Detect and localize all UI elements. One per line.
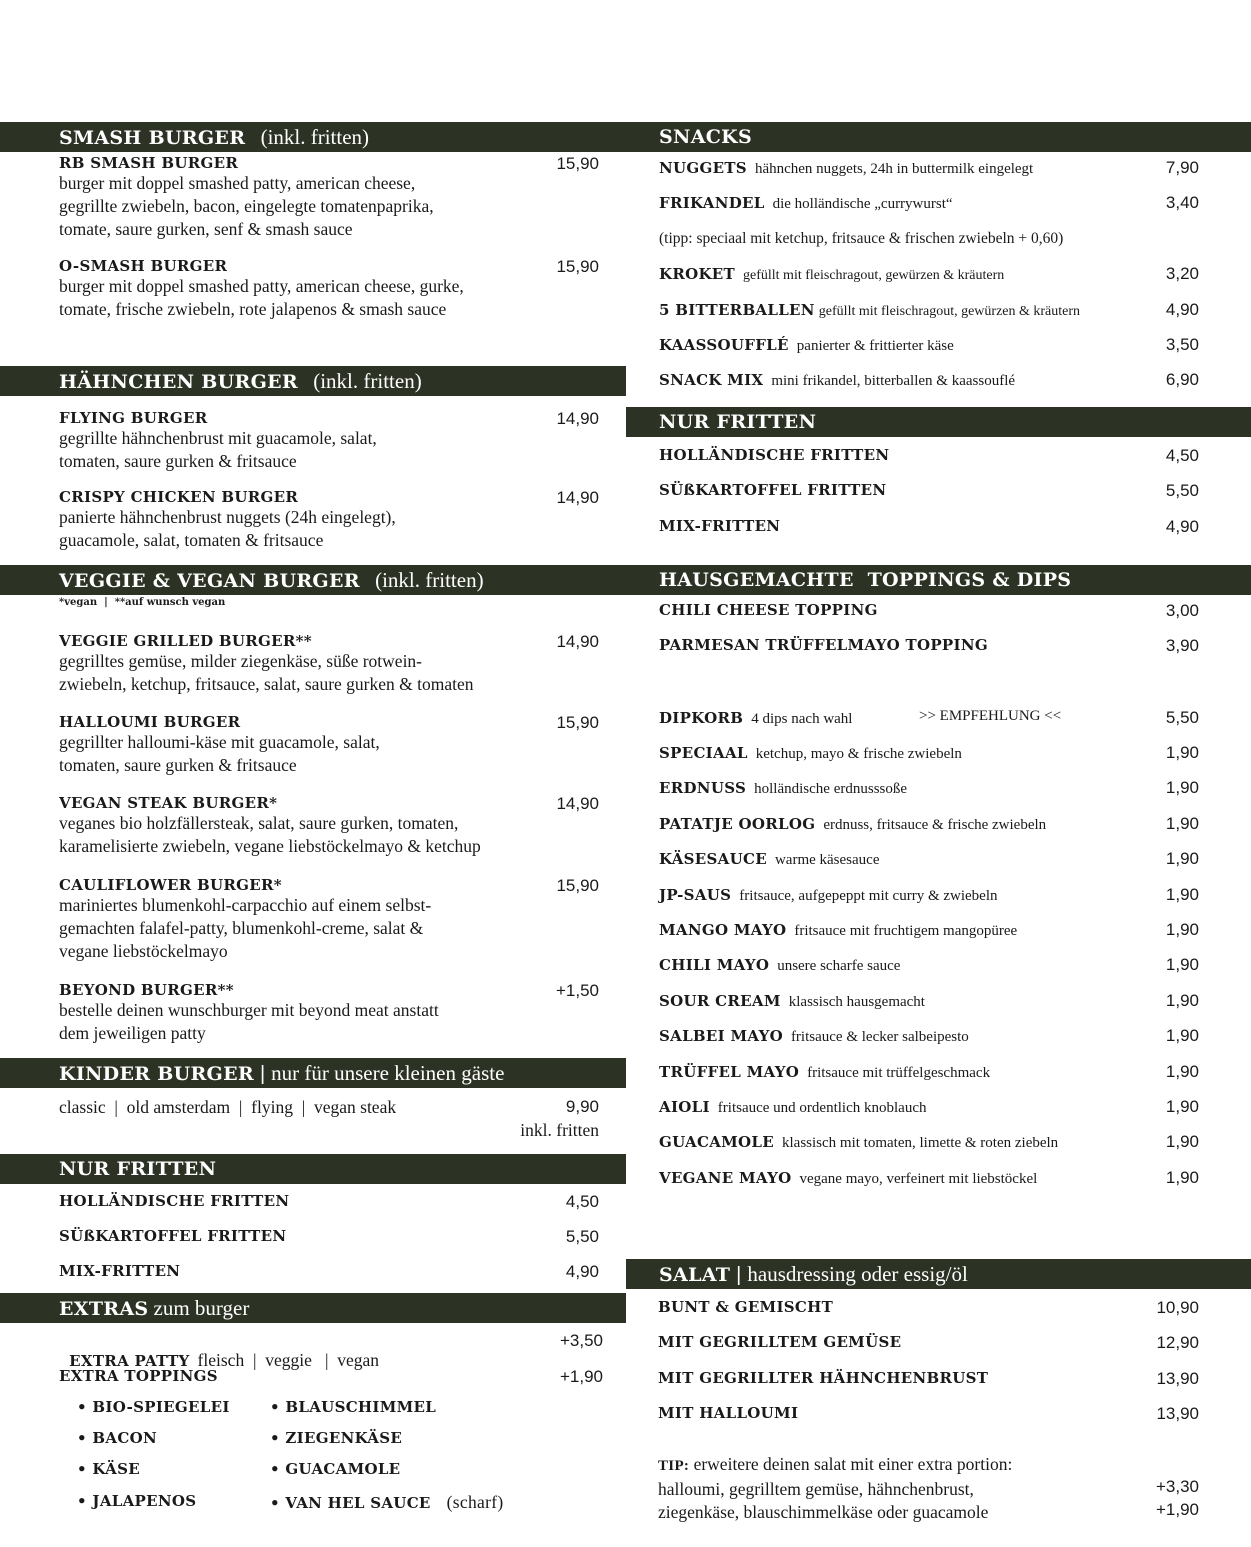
item-name: RB SMASH BURGER [59,154,239,172]
item-desc: gegrillte zwiebeln, bacon, eingelegte tomatenpaprika, [59,196,434,216]
item-desc: hähnchen nuggets, 24h in buttermilk eingelegt [754,161,1034,177]
item-price: 12,90 [1156,1333,1199,1352]
extra-patty-row [59,1331,379,1371]
dip-row [659,1132,1058,1152]
section-header-fritten-left [0,1154,626,1184]
item-price: 14,90 [556,632,599,651]
item-price: 6,90 [1165,370,1199,389]
item-desc: vegane mayo, verfeinert mit liebstöckel [799,1171,1038,1187]
item-price: +1,90 [559,1367,603,1386]
item-desc: gegrillte hähnchenbrust mit guacamole, salat, [59,428,377,448]
snack-row [659,300,1080,320]
item-price: 1,90 [1165,1168,1199,1187]
topping-name: BACON [92,1429,157,1447]
section-title: KINDER BURGER [59,1063,254,1085]
item-desc: tomate, saure gurken, senf & smash sauce [59,219,353,239]
item-price: 5,50 [1165,708,1199,727]
topping-name: KÄSE [92,1460,140,1478]
topping-bullet: • JALAPENOS [77,1492,197,1510]
item-name: SÜßKARTOFFEL FRITTEN [59,1227,287,1245]
item-price: 4,90 [1165,300,1199,319]
item-name: JP-SAUS [659,886,732,904]
item-price: 14,90 [556,794,599,813]
item-desc: karamelisierte zwiebeln, vegane liebstöckelmayo & ketchup [59,836,481,856]
item-name: CRISPY CHICKEN BURGER [59,488,299,506]
section-subtitle: zum burger [153,1296,250,1320]
item-desc: fritsauce und ordentlich knoblauch [717,1100,927,1116]
item-price: 3,90 [1165,636,1199,655]
item-price: 5,50 [1165,481,1199,500]
item-price: 1,90 [1165,885,1199,904]
item-desc: fritsauce, aufgepeppt mit curry & zwiebeln [739,888,998,904]
item-price: 4,50 [565,1192,599,1211]
tip-label: TIP: [658,1458,690,1474]
item-name: MANGO MAYO [659,921,787,939]
item-desc: gefüllt mit fleischragout, gewürzen & kräutern [743,268,1005,283]
item-desc: dem jeweiligen patty [59,1023,206,1043]
item-desc: gemachten falafel-patty, blumenkohl-creme, salat & [59,918,424,938]
snack-row [659,370,1015,390]
item-desc: vegane liebstöckelmayo [59,941,228,961]
item-price: 7,90 [1165,158,1199,177]
dip-row [659,885,998,905]
topping-name: VAN HEL SAUCE [285,1494,431,1512]
section-header-salat [626,1259,1251,1289]
item-price: 15,90 [556,876,599,895]
topping-bullet: • BIO-SPIEGELEI [77,1398,230,1416]
item-name: MIT GEGRILLTER HÄHNCHENBRUST [658,1369,989,1387]
item-desc: fleisch | veggie | vegan [197,1350,380,1370]
item-desc: mariniertes blumenkohl-carpacchio auf einem selbst- [59,895,432,915]
item-price: 1,90 [1165,814,1199,833]
item-desc: fritsauce mit trüffelgeschmack [807,1065,991,1081]
item-desc: veganes bio holzfällersteak, salat, saure gurken, tomaten, [59,813,459,833]
section-header-snacks [626,122,1251,152]
item-price: 1,90 [1165,1062,1199,1081]
item-price: 15,90 [556,257,599,276]
section-title: EXTRAS [59,1298,149,1320]
topping-name: BIO-SPIEGELEI [92,1398,230,1416]
section-subtitle: nur für unsere kleinen gäste [271,1061,505,1085]
item-name: HALLOUMI BURGER [59,713,241,731]
dip-row [659,991,925,1011]
dip-row [659,1026,969,1046]
item-desc: bestelle deinen wunschburger mit beyond meat anstatt [59,1000,439,1020]
item-desc: gegrillter halloumi-käse mit guacamole, salat, [59,732,380,752]
item-name: TRÜFFEL MAYO [659,1063,800,1081]
item-desc: gegrilltes gemüse, milder ziegenkäse, süße rotwein- [59,651,423,671]
item-name: O-SMASH BURGER [59,257,228,275]
item-name: VEGANE MAYO [659,1169,792,1187]
item-price: 15,90 [556,713,599,732]
section-separator: | [259,1063,266,1085]
item-price: 14,90 [556,488,599,507]
item-desc: tomaten, saure gurken & fritsauce [59,451,297,471]
item-name: MIT GEGRILLTEM GEMÜSE [658,1333,902,1351]
item-desc: burger mit doppel smashed patty, american cheese, gurke, [59,276,464,296]
section-title: SNACKS [659,126,752,148]
item-name: FLYING BURGER [59,409,208,427]
section-title: HÄHNCHEN BURGER [59,371,298,393]
item-price: 1,90 [1165,920,1199,939]
topping-bullet: • GUACAMOLE [270,1460,401,1478]
topping-name: BLAUSCHIMMEL [285,1398,437,1416]
item-desc: burger mit doppel smashed patty, american cheese, [59,173,416,193]
dip-row [659,1168,1037,1188]
item-price: 1,90 [1165,849,1199,868]
item-price: 1,90 [1165,955,1199,974]
dip-row [659,778,907,798]
item-price: 3,20 [1165,264,1199,283]
topping-bullet: • KÄSE [77,1460,140,1478]
topping-bullet: • VAN HEL SAUCE (scharf) [270,1492,504,1512]
item-name: ERDNUSS [659,779,747,797]
item-name: PATATJE OORLOG [659,815,816,833]
dip-row [659,814,1046,834]
recommendation-label: >> EMPFEHLUNG << [919,708,1062,724]
snack-row [659,335,954,355]
kinder-price: 9,90 [565,1097,599,1116]
kinder-options: classic | old amsterdam | flying | vegan steak [59,1097,397,1117]
item-price: 4,90 [1165,517,1199,536]
section-header-veggie-burger [0,565,626,595]
item-desc: panierte hähnchenbrust nuggets (24h eingelegt), [59,507,396,527]
item-name: HOLLÄNDISCHE FRITTEN [59,1192,290,1210]
item-name: SNACK MIX [659,371,764,389]
item-name: KÄSESAUCE [659,850,767,868]
section-header-chicken-burger [0,366,626,396]
item-desc: panierter & frittierter käse [796,338,954,354]
item-name: EXTRA PATTY [69,1352,190,1370]
item-name: CHILI CHEESE TOPPING [659,601,878,619]
topping-name: GUACAMOLE [285,1460,401,1478]
item-desc: holländische erdnusssoße [754,781,908,797]
item-desc: ketchup, mayo & frische zwiebeln [755,746,962,762]
section-subtitle: (inkl. fritten) [260,125,370,149]
item-price: 4,90 [565,1262,599,1281]
salat-tip [658,1453,1138,1524]
section-title: SALAT [659,1264,731,1286]
snack-row [659,193,953,213]
item-name: DIPKORB [659,709,744,727]
tip-text: ziegenkäse, blauschimmelkäse oder guacamole [658,1502,989,1522]
item-desc: fritsauce mit fruchtigem mangopüree [794,923,1018,939]
item-name: HOLLÄNDISCHE FRITTEN [659,446,890,464]
item-price: 3,00 [1165,601,1199,620]
dipkorb-row [659,708,852,728]
item-price: 1,90 [1165,1097,1199,1116]
section-title: SMASH BURGER [59,127,246,149]
item-name: FRIKANDEL [659,194,765,212]
item-desc: 4 dips nach wahl [751,711,853,727]
item-desc: klassisch hausgemacht [788,994,925,1010]
item-desc: warme käsesauce [774,852,880,868]
dip-row [659,849,880,869]
dip-row [659,1062,990,1082]
item-desc: die holländische „currywurst“ [772,196,953,212]
snack-row [659,264,1004,284]
topping-name: ZIEGENKÄSE [285,1429,403,1447]
dip-row [659,743,962,763]
item-price: 3,50 [1165,335,1199,354]
section-title: VEGGIE & VEGAN BURGER [59,570,360,592]
topping-name: JALAPENOS [92,1492,197,1510]
item-name: SPECIAAL [659,744,748,762]
item-name: SOUR CREAM [659,992,781,1010]
item-name: KAASSOUFFLÉ [659,336,789,354]
section-subtitle: (inkl. fritten) [375,568,484,592]
section-title: HAUSGEMACHTE TOPPINGS & DIPS [659,569,1072,591]
snack-tipp: (tipp: speciaal mit ketchup, fritsauce & frischen zwiebeln + 0,60) [659,230,1064,247]
item-price: 1,90 [1165,991,1199,1010]
vegan-note: *vegan | **auf wunsch vegan [59,597,226,608]
item-desc: tomate, frische zwiebeln, rote jalapenos & smash sauce [59,299,447,319]
section-header-fritten-right [626,407,1251,437]
section-header-toppings-dips [626,565,1251,595]
section-header-smash-burger [0,122,626,152]
item-name: NUGGETS [659,159,747,177]
item-price: 14,90 [556,409,599,428]
item-desc: erdnuss, fritsauce & frische zwiebeln [823,817,1047,833]
item-desc: klassisch mit tomaten, limette & roten ziebeln [782,1135,1059,1151]
item-name: MIT HALLOUMI [658,1404,799,1422]
item-name: VEGGIE GRILLED BURGER** [59,632,312,650]
item-desc: fritsauce & lecker salbeipesto [790,1029,969,1045]
item-price: 5,50 [565,1227,599,1246]
item-price: 1,90 [1165,778,1199,797]
item-price: +3,30 [1155,1477,1199,1496]
item-price: 1,90 [1165,1026,1199,1045]
item-name: SÜßKARTOFFEL FRITTEN [659,481,887,499]
kinder-price-note: inkl. fritten [520,1120,599,1140]
topping-bullet: • ZIEGENKÄSE [270,1429,403,1447]
section-title: NUR FRITTEN [659,411,817,433]
item-name: SALBEI MAYO [659,1027,783,1045]
item-name: MIX-FRITTEN [659,517,781,535]
item-name: KROKET [659,265,736,283]
item-name: MIX-FRITTEN [59,1262,181,1280]
topping-bullet: • BACON [77,1429,157,1447]
snack-row [659,158,1033,178]
item-desc: zwiebeln, ketchup, fritsauce, salat, saure gurken & tomaten [59,674,474,694]
item-desc: gefüllt mit fleischragout, gewürzen & kräutern [818,304,1081,319]
item-price: 13,90 [1156,1369,1199,1388]
item-name: PARMESAN TRÜFFELMAYO TOPPING [659,636,988,654]
item-price: 10,90 [1156,1298,1199,1317]
item-name: EXTRA TOPPINGS [59,1367,218,1385]
item-price: 4,50 [1165,446,1199,465]
section-title: NUR FRITTEN [59,1158,217,1180]
item-name: CHILI MAYO [659,956,770,974]
item-price: 3,40 [1165,193,1199,212]
tip-text: halloumi, gegrilltem gemüse, hähnchenbrust, [658,1479,974,1499]
item-price: 1,90 [1165,1132,1199,1151]
dip-row [659,920,1017,940]
item-name: VEGAN STEAK BURGER* [59,794,278,812]
section-subtitle: (inkl. fritten) [313,369,422,393]
item-price: +1,90 [1155,1500,1199,1519]
item-desc: mini frikandel, bitterballen & kaassouflé [771,373,1016,389]
item-name: GUACAMOLE [659,1133,774,1151]
section-separator: | [736,1264,742,1286]
tip-text: erweitere deinen salat mit einer extra portion: [693,1454,1013,1474]
item-price: 13,90 [1156,1404,1199,1423]
item-price: 15,90 [556,154,599,173]
item-price: +3,50 [559,1331,603,1350]
section-header-extras [0,1293,626,1323]
section-subtitle: hausdressing oder essig/öl [747,1262,968,1286]
item-desc: tomaten, saure gurken & fritsauce [59,755,297,775]
dip-row [659,1097,926,1117]
item-desc: unsere scharfe sauce [777,958,901,974]
item-name: 5 BITTERBALLEN [659,301,815,319]
item-name: BEYOND BURGER** [59,981,234,999]
item-price: 1,90 [1165,743,1199,762]
item-price: +1,50 [555,981,599,1000]
topping-bullet: • BLAUSCHIMMEL [270,1398,437,1416]
item-name: AIOLI [659,1098,710,1116]
item-desc: guacamole, salat, tomaten & fritsauce [59,530,324,550]
scharf-note: (scharf) [446,1492,504,1512]
dip-row [659,955,900,975]
item-name: CAULIFLOWER BURGER* [59,876,282,894]
section-header-kinder-burger [0,1058,626,1088]
item-name: BUNT & GEMISCHT [658,1298,834,1316]
